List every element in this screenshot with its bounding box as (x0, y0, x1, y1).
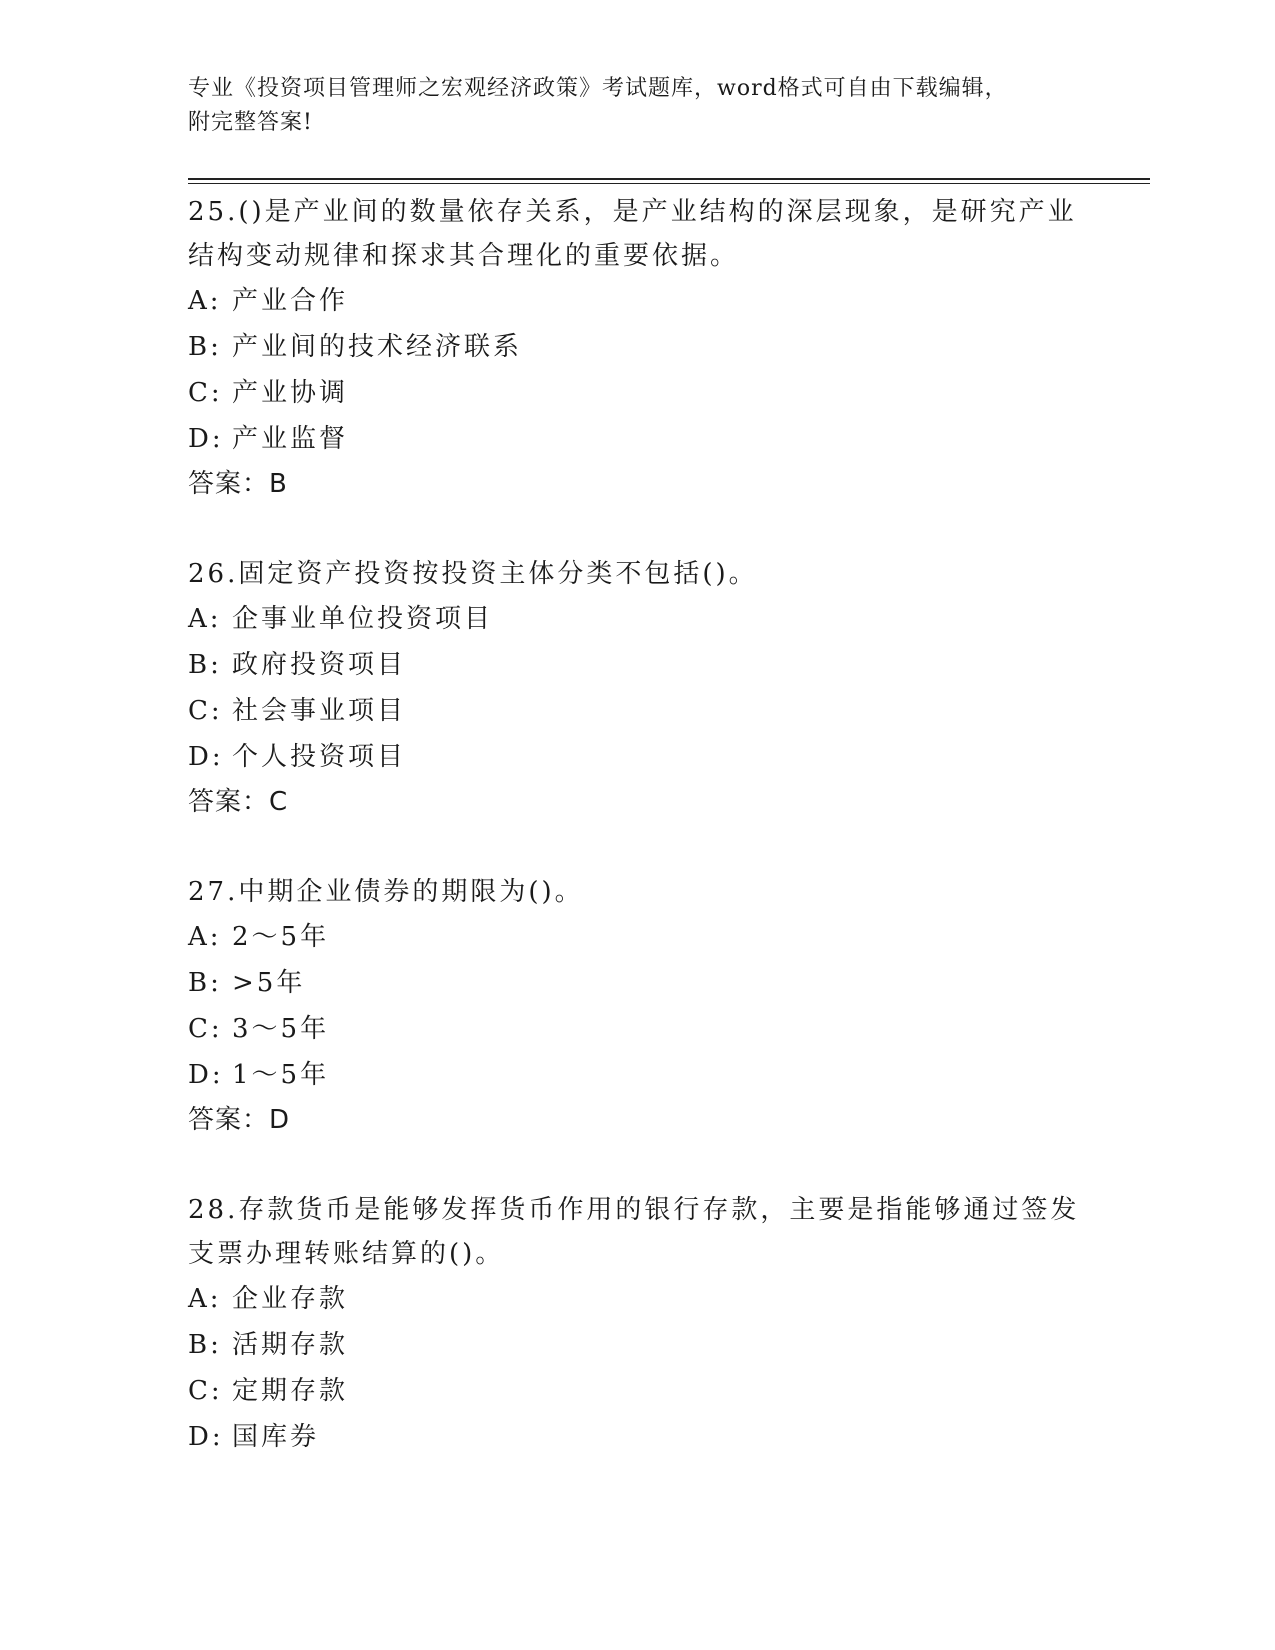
option-letter: B: (188, 1330, 222, 1360)
option-text: 定期存款 (232, 1376, 349, 1406)
option-letter: C: (188, 1014, 223, 1044)
option-letter: B: (188, 968, 222, 998)
option-letter: B: (188, 332, 222, 362)
option-text: 产业协调 (232, 378, 349, 408)
option-b (188, 642, 1088, 688)
option-c (188, 1368, 1088, 1414)
option-text: >5年 (232, 968, 306, 998)
option-letter: A: (188, 922, 222, 952)
option-letter: B: (188, 650, 222, 680)
option-text: 产业监督 (232, 424, 349, 454)
question-26 (188, 552, 1088, 824)
option-letter: A: (188, 604, 222, 634)
option-letter: D: (188, 1422, 224, 1452)
option-b (188, 1322, 1088, 1368)
question-stem: 27.中期企业债券的期限为()。 (188, 877, 584, 907)
question-25 (188, 190, 1088, 506)
option-text: 个人投资项目 (232, 742, 407, 772)
option-text: 2～5年 (232, 922, 330, 952)
option-letter: A: (188, 1284, 222, 1314)
option-text: 产业合作 (232, 286, 349, 316)
option-b (188, 324, 1088, 370)
option-text: 1～5年 (232, 1060, 330, 1090)
question-stem: 25.()是产业间的数量依存关系，是产业结构的深层现象，是研究产业结构变动规律和探求其合理化的重要依据。 (188, 197, 1077, 271)
option-letter: C: (188, 696, 223, 726)
option-text: 企业存款 (232, 1284, 349, 1314)
option-letter: C: (188, 1376, 223, 1406)
answer-label: 答案：C (188, 787, 289, 817)
option-letter: D: (188, 1060, 224, 1090)
answer-label: 答案：D (188, 1105, 291, 1135)
option-letter: D: (188, 742, 224, 772)
option-text: 活期存款 (232, 1330, 349, 1360)
option-c (188, 688, 1088, 734)
option-d (188, 416, 1088, 462)
option-letter: D: (188, 424, 224, 454)
option-a (188, 596, 1088, 642)
answer-label: 答案：B (188, 469, 288, 499)
question-28 (188, 1188, 1088, 1460)
option-letter: A: (188, 286, 222, 316)
option-a (188, 278, 1088, 324)
question-27 (188, 870, 1088, 1142)
question-stem: 26.固定资产投资按投资主体分类不包括()。 (188, 559, 758, 589)
question-stem: 28.存款货币是能够发挥货币作用的银行存款，主要是指能够通过签发支票办理转账结算的()。 (188, 1195, 1080, 1269)
header-divider-thin (188, 183, 1150, 184)
option-d (188, 1052, 1088, 1098)
option-c (188, 1006, 1088, 1052)
option-text: 国库券 (232, 1422, 320, 1452)
header-line-1: 专业《投资项目管理师之宏观经济政策》考试题库，word格式可自由下载编辑， (188, 76, 1008, 101)
document-header (188, 72, 1088, 140)
option-text: 政府投资项目 (232, 650, 407, 680)
option-b (188, 960, 1088, 1006)
option-text: 社会事业项目 (232, 696, 407, 726)
option-a (188, 914, 1088, 960)
question-list (188, 190, 1088, 1506)
option-c (188, 370, 1088, 416)
option-text: 企事业单位投资项目 (232, 604, 494, 634)
option-d (188, 1414, 1088, 1460)
option-text: 3～5年 (232, 1014, 330, 1044)
option-text: 产业间的技术经济联系 (232, 332, 523, 362)
header-divider-thick (188, 178, 1150, 180)
option-a (188, 1276, 1088, 1322)
header-line-2: 附完整答案! (188, 110, 313, 135)
option-letter: C: (188, 378, 223, 408)
option-d (188, 734, 1088, 780)
